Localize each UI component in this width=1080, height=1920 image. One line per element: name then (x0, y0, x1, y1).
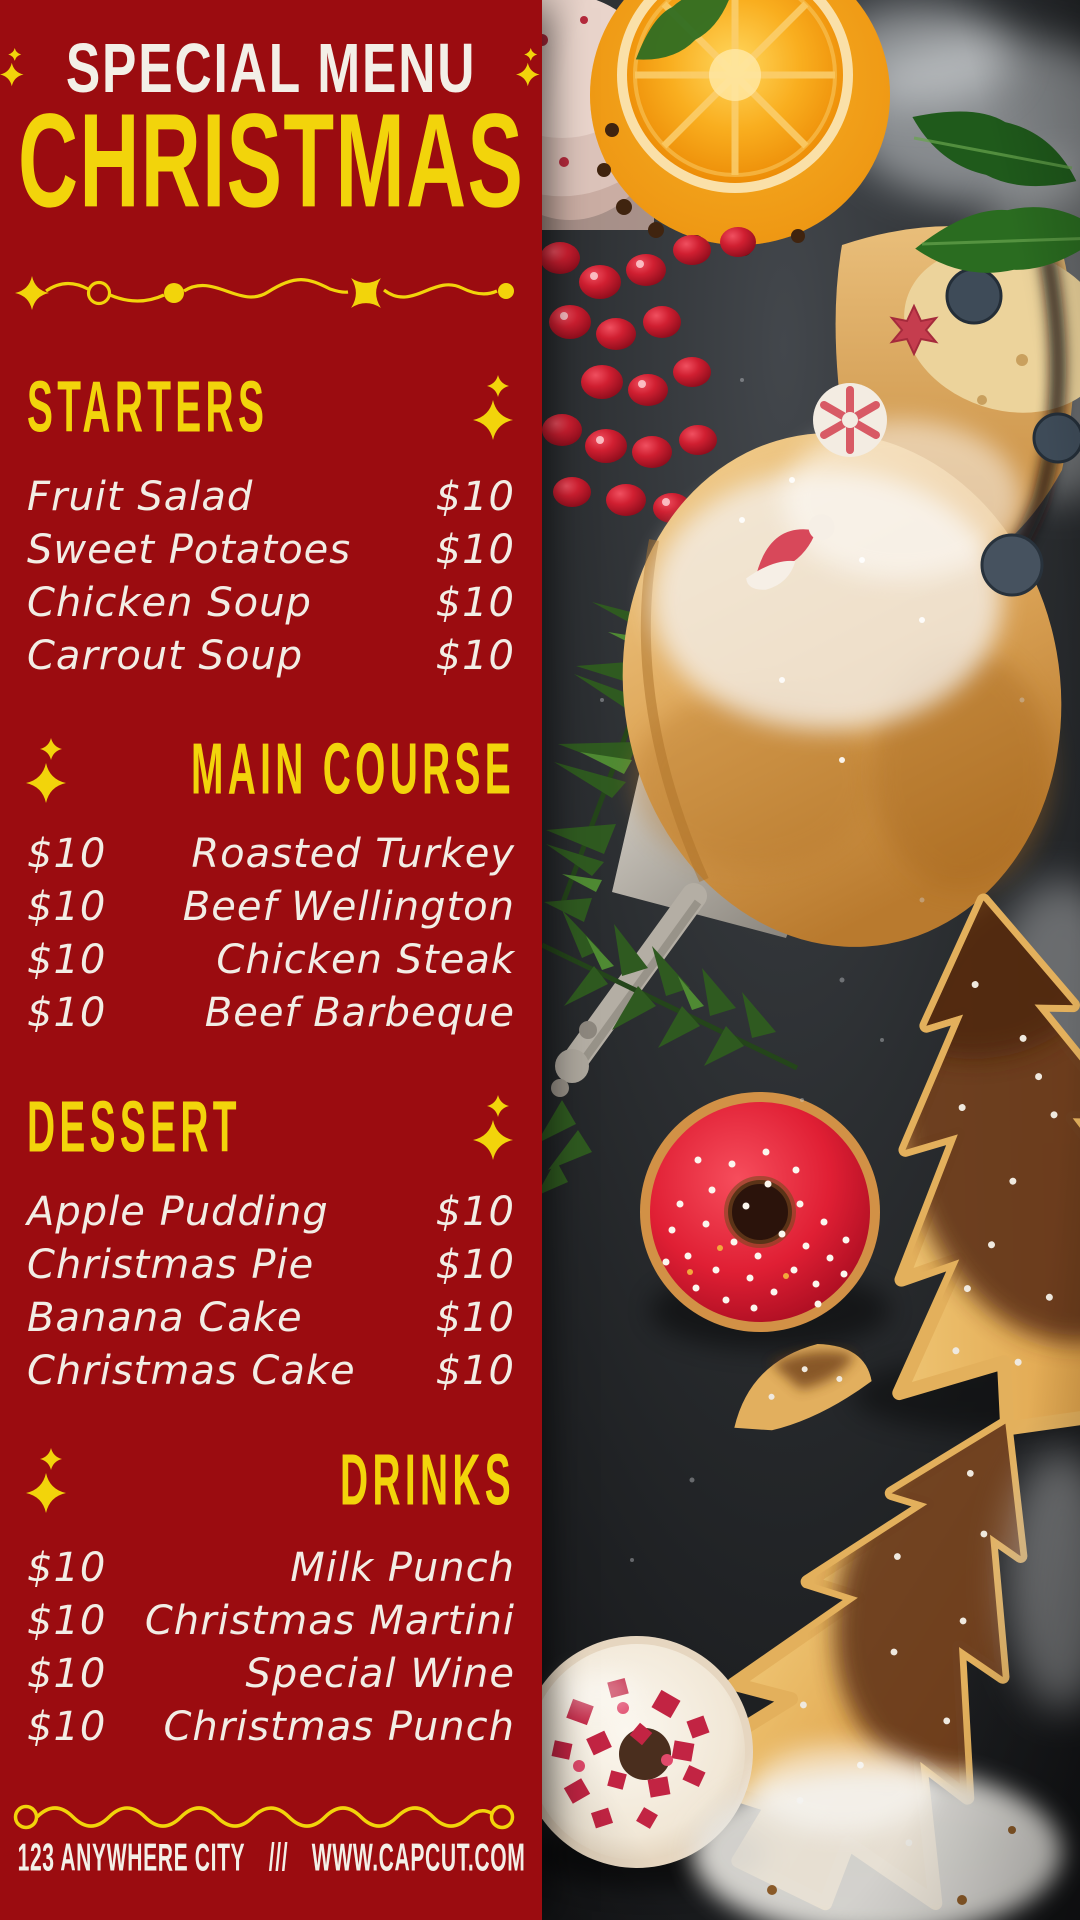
item-price: $10 (435, 1348, 515, 1394)
item-price: $10 (27, 1598, 107, 1644)
item-price: $10 (435, 1242, 515, 1288)
item-name: Beef Wellington (182, 884, 515, 930)
menu-item-row (27, 1292, 515, 1345)
eyebrow-label: SPECIAL MENU (65, 28, 477, 107)
starters-list (27, 471, 515, 683)
item-price: $10 (27, 990, 107, 1036)
website-text: WWW.CAPCUT.COM (311, 1836, 525, 1880)
section-main-course-heading: MAIN COURSE (190, 728, 515, 810)
item-name: Sweet Potatoes (27, 527, 352, 573)
menu-item-row (27, 471, 515, 524)
divider-ornament (0, 262, 542, 326)
item-price: $10 (435, 527, 515, 573)
item-name: Chicken Steak (216, 937, 515, 983)
photo-illustration (542, 0, 1080, 1920)
item-price: $10 (435, 633, 515, 679)
item-price: $10 (27, 884, 107, 930)
menu-item-row (27, 1648, 515, 1701)
menu-item-row (27, 987, 515, 1040)
sparkle-icon (473, 1094, 517, 1164)
item-name: Milk Punch (290, 1545, 515, 1591)
page-title: CHRISTMAS (18, 85, 525, 235)
menu-item-row (27, 1186, 515, 1239)
item-name: Carrout Soup (27, 633, 304, 679)
separator-text: /// (268, 1836, 288, 1880)
section-drinks-heading: DRINKS (340, 1439, 515, 1521)
christmas-desserts-photo (542, 0, 1080, 1920)
menu-item-row (27, 1239, 515, 1292)
address-text: 123 ANYWHERE CITY (17, 1836, 245, 1880)
item-price: $10 (435, 474, 515, 520)
item-name: Chicken Soup (27, 580, 312, 626)
item-price: $10 (435, 580, 515, 626)
item-name: Apple Pudding (27, 1189, 329, 1235)
footer (0, 1836, 542, 1880)
menu-item-row (27, 1542, 515, 1595)
item-price: $10 (435, 1295, 515, 1341)
menu-item-row (27, 1345, 515, 1398)
sparkle-icon (26, 737, 70, 807)
item-price: $10 (27, 1651, 107, 1697)
drinks-list (27, 1542, 515, 1754)
item-price: $10 (435, 1189, 515, 1235)
sparkle-icon (473, 374, 517, 444)
item-name: Banana Cake (27, 1295, 303, 1341)
main-course-list (27, 828, 515, 1040)
item-price: $10 (27, 1545, 107, 1591)
menu-item-row (27, 828, 515, 881)
item-name: Roasted Turkey (191, 831, 515, 877)
menu-item-row (27, 1595, 515, 1648)
menu-item-row (27, 577, 515, 630)
menu-item-row (27, 524, 515, 577)
item-price: $10 (27, 831, 107, 877)
menu-item-row (27, 934, 515, 987)
item-name: Christmas Pie (27, 1242, 315, 1288)
menu-item-row (27, 1701, 515, 1754)
item-name: Christmas Punch (163, 1704, 515, 1750)
item-name: Special Wine (245, 1651, 515, 1697)
section-starters-heading: STARTERS (27, 366, 269, 448)
sparkle-icon (26, 1447, 70, 1517)
item-name: Christmas Martini (144, 1598, 515, 1644)
item-name: Christmas Cake (27, 1348, 356, 1394)
footer-wave-ornament (0, 1793, 542, 1841)
menu-item-row (27, 630, 515, 683)
item-price: $10 (27, 937, 107, 983)
section-dessert-heading: DESSERT (27, 1086, 241, 1168)
item-price: $10 (27, 1704, 107, 1750)
menu-item-row (27, 881, 515, 934)
dessert-list (27, 1186, 515, 1398)
item-name: Fruit Salad (27, 474, 254, 520)
item-name: Beef Barbeque (204, 990, 515, 1036)
